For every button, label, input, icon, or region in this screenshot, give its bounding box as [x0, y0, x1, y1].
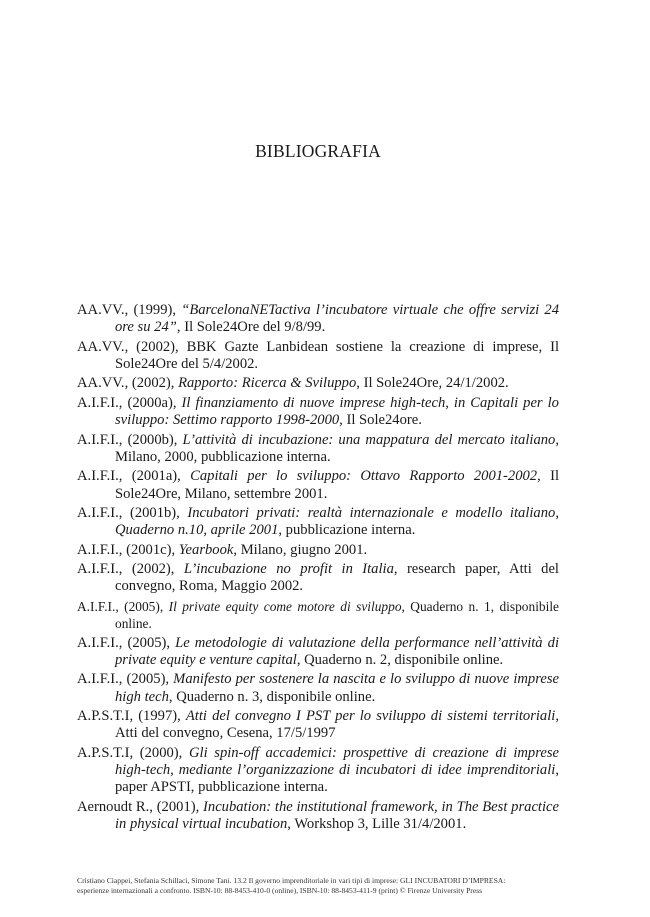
entry-author: Aernoudt R., (2001), — [77, 798, 204, 815]
footer-line: Cristiano Ciappei, Stefania Schillaci, Simone Tani. 13.2 Il governo imprenditoriale in vari tipi di imprese: GLI INCUBATORI D’IMPRESA: — [77, 876, 506, 885]
entry-author: AA.VV., (2002), BBK Gazte Lanbidean sostiene la creazione di imprese, Il Sole24Ore del 5/4/2002. — [77, 338, 559, 372]
entry-details: , Il Sole24Ore del 9/8/99. — [176, 319, 326, 336]
entry-title: Manifesto per sostenere la nascita e lo sviluppo di nuove imprese high tech — [115, 671, 559, 705]
entry-author: A.I.F.I., (2001c), — [77, 541, 179, 558]
bibliography-entry — [77, 542, 559, 559]
bibliography-entry — [77, 745, 559, 797]
bibliography-entry — [77, 635, 559, 669]
entry-title: Il finanziamento di nuove imprese high-tech, in Capitali per lo sviluppo: Settimo rapporto 1998-2000 — [115, 394, 559, 429]
entry-title: Atti del convegno I PST per lo sviluppo di sistemi territoriali — [185, 708, 556, 725]
footer-line: esperienze internazionali a confronto. ISBN-10: 88-8453-410-0 (online), ISBN-10: 88-8453-411-9 (print) © Firenze University Press — [77, 885, 483, 895]
entry-author: A.P.S.T.I, (1997), — [77, 708, 186, 725]
entry-details: , research paper, Atti del convegno, Roma, Maggio 2002. — [115, 561, 559, 595]
entry-author: A.I.F.I., (2001b), — [77, 505, 188, 522]
entry-author: A.I.F.I., (2005), — [77, 598, 169, 614]
entry-title: Capitali per lo sviluppo: Ottavo Rapporto 2001-2002 — [190, 468, 538, 485]
entry-details: , pubblicazione interna. — [278, 522, 416, 539]
entry-details: , Il Sole24ore. — [339, 412, 422, 429]
entry-title: Il private equity come motore di sviluppo — [168, 598, 402, 614]
entry-title: Incubation: the institutional framework, in The Best practice in physical virtual incubation — [115, 798, 559, 832]
bibliography-entry — [77, 375, 559, 392]
entry-details: , Quaderno n. 1, disponibile online. — [115, 598, 559, 632]
entry-details: , Atti del convegno, Cesena, 17/5/1997 — [115, 708, 559, 742]
bibliography-list — [77, 302, 559, 835]
entry-title: Le metodologie di valutazione della performance nell’attività di private equity e venture capital — [115, 634, 559, 668]
bibliography-entry — [77, 432, 559, 466]
entry-details: , Quaderno n. 2, disponibile online. — [296, 651, 504, 668]
entry-author: A.I.F.I., (2000b), — [77, 431, 183, 448]
entry-author: AA.VV., (1999), — [77, 302, 182, 318]
entry-details: , Milano, giugno 2001. — [233, 541, 368, 558]
entry-author: AA.VV., (2002), — [77, 375, 179, 392]
page-footer — [77, 876, 567, 895]
entry-title: L’incubazione no profit in Italia — [183, 561, 394, 578]
entry-title: Incubatori privati: realtà internazionale e modello italiano, Quaderno n.10, aprile 2001 — [115, 505, 559, 539]
entry-author: A.P.S.T.I, (2000), — [77, 744, 189, 761]
entry-author: A.I.F.I., (2002), — [77, 561, 184, 578]
entry-title: L’attività di incubazione: una mappatura del mercato italiano — [182, 431, 556, 448]
entry-title: Rapporto: Ricerca & Sviluppo — [178, 375, 357, 392]
bibliography-entry — [77, 598, 559, 632]
page-title: BIBLIOGRAFIA — [255, 141, 381, 161]
entry-author: A.I.F.I., (2005), — [77, 671, 174, 688]
entry-details: , Il Sole24Ore, Milano, settembre 2001. — [115, 468, 559, 502]
bibliography-entry — [77, 671, 559, 705]
bibliography-entry — [77, 561, 559, 595]
entry-author: A.I.F.I., (2000a), — [77, 394, 182, 411]
entry-author: A.I.F.I., (2001a), — [77, 468, 191, 485]
bibliography-entry — [77, 708, 559, 742]
entry-title: Yearbook — [178, 541, 234, 558]
bibliography-entry — [77, 468, 559, 502]
entry-author: A.I.F.I., (2005), — [77, 634, 176, 651]
bibliography-entry — [77, 799, 559, 833]
entry-title: Gli spin-off accademici: prospettive di creazione di imprese high-tech, mediante l’organizzazione di incubatori di idee imprenditoriali — [115, 744, 559, 778]
bibliography-entry — [77, 302, 559, 336]
bibliography-entry — [77, 339, 559, 373]
entry-details: , Il Sole24Ore, 24/1/2002. — [356, 375, 509, 392]
entry-details: , paper APSTI, pubblicazione interna. — [115, 761, 559, 796]
entry-details: , Quaderno n. 3, disponibile online. — [168, 688, 376, 705]
entry-title: “BarcelonaNETactiva l’incubatore virtuale che offre servizi 24 ore su 24” — [115, 302, 559, 336]
entry-details: , Milano, 2000, pubblicazione interna. — [115, 431, 559, 465]
entry-details: , Workshop 3, Lille 31/4/2001. — [287, 815, 467, 832]
bibliography-entry — [77, 505, 559, 539]
bibliography-entry — [77, 395, 559, 429]
